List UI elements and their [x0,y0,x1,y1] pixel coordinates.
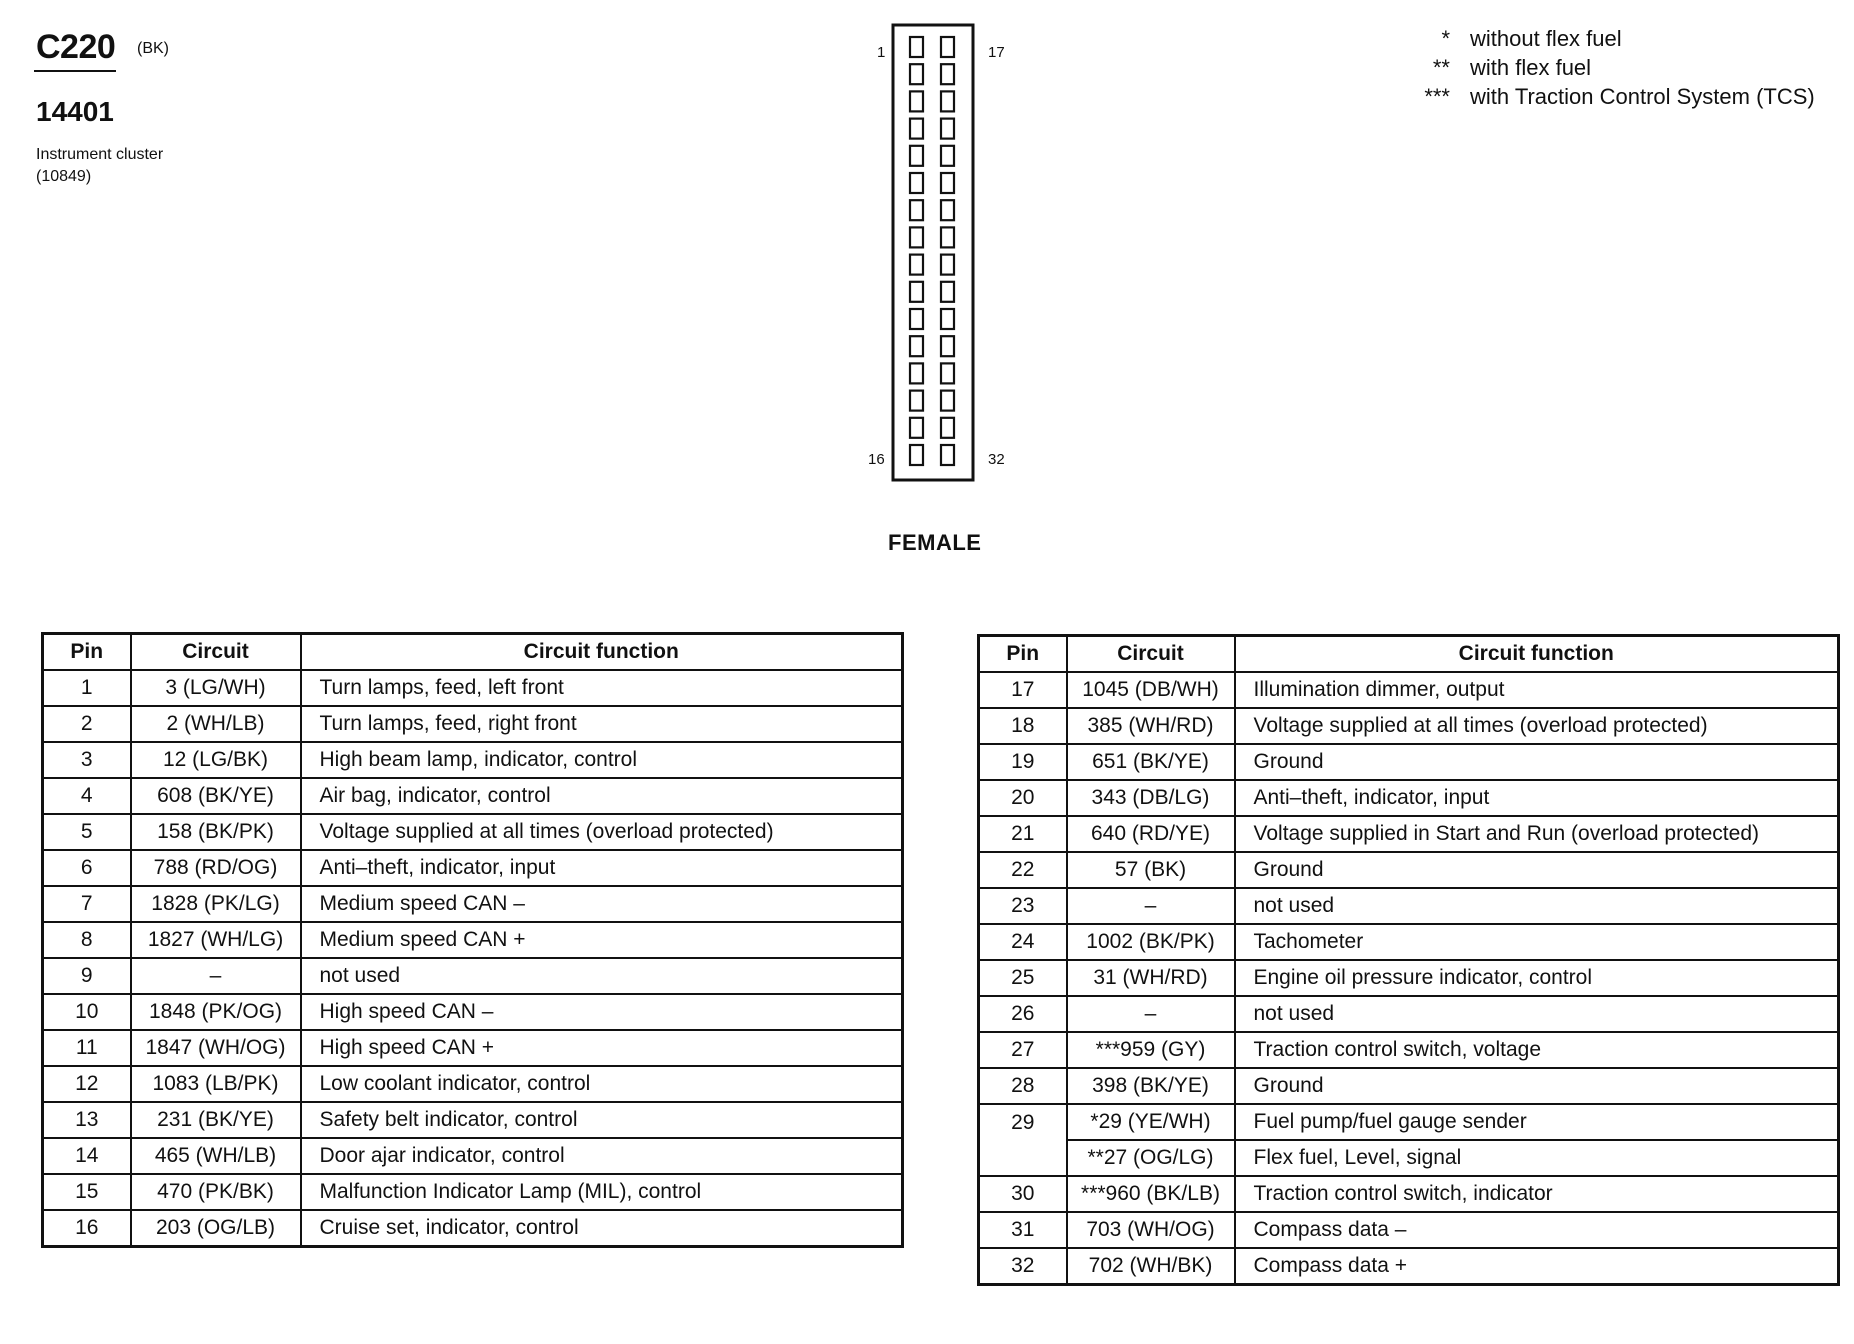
table-row [43,778,903,814]
table-row [43,958,903,994]
cell-pin: 1 [43,670,131,706]
cell-function: Voltage supplied at all times (overload protected) [1235,708,1839,744]
connector-cavity [941,336,954,356]
header-circuit: Circuit [131,634,301,671]
cell-pin: 22 [979,852,1067,888]
cell-pin: 4 [43,778,131,814]
connector-cavity [910,282,923,302]
cell-function: Traction control switch, indicator [1235,1176,1839,1212]
cell-pin: 15 [43,1174,131,1210]
cell-circuit: **27 (OG/LG) [1067,1140,1235,1176]
header-pin: Pin [43,634,131,671]
table-row [43,1066,903,1102]
table-row [979,1248,1839,1285]
cell-circuit: ***959 (GY) [1067,1032,1235,1068]
cell-circuit: *29 (YE/WH) [1067,1104,1235,1140]
connector-code: C220 [36,28,116,66]
cell-pin: 19 [979,744,1067,780]
cell-function: High beam lamp, indicator, control [301,742,903,778]
cell-circuit: 1827 (WH/LG) [131,922,301,958]
table-row [979,1104,1839,1140]
legend-mark: ** [1432,55,1450,80]
part-number: 14401 [36,96,114,127]
table-row [43,886,903,922]
table-row [979,1032,1839,1068]
cell-function: Voltage supplied in Start and Run (overload protected) [1235,816,1839,852]
connector-cavity [910,119,923,139]
connector-housing [893,25,973,480]
table-row [979,708,1839,744]
cell-pin: 12 [43,1066,131,1102]
connector-code-underline [34,70,116,72]
cell-function: Engine oil pressure indicator, control [1235,960,1839,996]
connector-gender-label: FEMALE [888,530,982,555]
table-row [979,672,1839,708]
connector-cavity [910,227,923,247]
cell-function: High speed CAN – [301,994,903,1030]
cell-circuit: 608 (BK/YE) [131,778,301,814]
cell-pin: 24 [979,924,1067,960]
connector-cavity [910,418,923,438]
cell-circuit: 465 (WH/LB) [131,1138,301,1174]
cell-function: Illumination dimmer, output [1235,672,1839,708]
cell-circuit: 343 (DB/LG) [1067,780,1235,816]
table-row [43,1174,903,1210]
cell-pin: 3 [43,742,131,778]
cell-circuit: 3 (LG/WH) [131,670,301,706]
cell-pin: 10 [43,994,131,1030]
legend-row [1410,84,1815,113]
cell-circuit: 1828 (PK/LG) [131,886,301,922]
cell-circuit: 385 (WH/RD) [1067,708,1235,744]
cell-circuit: 231 (BK/YE) [131,1102,301,1138]
cell-pin: 27 [979,1032,1067,1068]
connector-cavity [941,418,954,438]
connector-cavity [941,146,954,166]
cell-function: Fuel pump/fuel gauge sender [1235,1104,1839,1140]
connector-cavity [910,91,923,111]
legend-text: without flex fuel [1470,26,1622,51]
table-row [43,850,903,886]
cell-pin: 2 [43,706,131,742]
cell-function: Turn lamps, feed, right front [301,706,903,742]
cell-function: Traction control switch, voltage [1235,1032,1839,1068]
header-circuit: Circuit [1067,636,1235,673]
connector-cavity [910,363,923,383]
cell-function: Turn lamps, feed, left front [301,670,903,706]
connector-cavity [910,37,923,57]
cell-circuit: 398 (BK/YE) [1067,1068,1235,1104]
cell-function: Ground [1235,1068,1839,1104]
cell-circuit: ***960 (BK/LB) [1067,1176,1235,1212]
connector-cavity [941,227,954,247]
connector-cavity [910,336,923,356]
table-row [43,1138,903,1174]
connector-cavity [910,173,923,193]
table-row [43,742,903,778]
cell-circuit: 651 (BK/YE) [1067,744,1235,780]
cell-pin: 30 [979,1176,1067,1212]
legend-text: with flex fuel [1470,55,1592,80]
table-row [979,816,1839,852]
component-name: Instrument cluster [36,146,164,163]
cell-function: not used [1235,996,1839,1032]
cell-pin: 9 [43,958,131,994]
cell-circuit: – [1067,996,1235,1032]
cell-function: Flex fuel, Level, signal [1235,1140,1839,1176]
table-row [43,1210,903,1247]
pin-label-top-right: 17 [988,44,1005,61]
header-pin: Pin [979,636,1067,673]
connector-cavity [941,282,954,302]
table-row [43,814,903,850]
cell-circuit: 1848 (PK/OG) [131,994,301,1030]
table-row [979,1140,1839,1176]
pin-label-bottom-left: 16 [868,451,885,468]
connector-cavity [910,146,923,166]
cell-pin: 16 [43,1210,131,1247]
cell-pin: 25 [979,960,1067,996]
cell-circuit: 31 (WH/RD) [1067,960,1235,996]
connector-cavity [941,37,954,57]
cell-pin: 13 [43,1102,131,1138]
connector-cavity [910,64,923,84]
cell-pin: 11 [43,1030,131,1066]
legend-mark: * [1441,26,1450,51]
cell-pin: 31 [979,1212,1067,1248]
cell-circuit: 158 (BK/PK) [131,814,301,850]
cell-function: Medium speed CAN – [301,886,903,922]
cell-pin: 29 [979,1104,1067,1140]
connector-cavity [910,391,923,411]
cell-function: Anti–theft, indicator, input [301,850,903,886]
cell-function: High speed CAN + [301,1030,903,1066]
cell-function: Safety belt indicator, control [301,1102,903,1138]
cell-circuit: 1083 (LB/PK) [131,1066,301,1102]
table-row [979,780,1839,816]
connector-cavity [941,309,954,329]
connector-cavity [941,391,954,411]
table-row [979,744,1839,780]
cell-pin: 32 [979,1248,1067,1285]
legend-row [1410,55,1815,84]
table-row [979,888,1839,924]
legend-row [1410,26,1815,55]
connector-cavity [941,119,954,139]
cell-pin: 14 [43,1138,131,1174]
cell-function: Medium speed CAN + [301,922,903,958]
pin-label-bottom-right: 32 [988,451,1005,468]
cell-pin: 23 [979,888,1067,924]
cell-pin: 8 [43,922,131,958]
cell-circuit: 1002 (BK/PK) [1067,924,1235,960]
cell-circuit: 702 (WH/BK) [1067,1248,1235,1285]
cell-function: Door ajar indicator, control [301,1138,903,1174]
cell-pin: 7 [43,886,131,922]
table-row [43,922,903,958]
cell-circuit: – [131,958,301,994]
connector-cavity [941,445,954,465]
table-row [979,960,1839,996]
cell-function: Compass data + [1235,1248,1839,1285]
cell-pin: 21 [979,816,1067,852]
table-row [43,994,903,1030]
connector-cavities [910,37,954,465]
pin-label-top-left: 1 [877,44,886,61]
cell-circuit: 57 (BK) [1067,852,1235,888]
cell-pin: 26 [979,996,1067,1032]
cell-function: not used [301,958,903,994]
cell-function: Anti–theft, indicator, input [1235,780,1839,816]
connector-color: (BK) [137,40,169,57]
cell-circuit: 1847 (WH/OG) [131,1030,301,1066]
cell-function: Low coolant indicator, control [301,1066,903,1102]
table-row [43,1030,903,1066]
cell-pin: 20 [979,780,1067,816]
connector-cavity [941,255,954,275]
cell-circuit: – [1067,888,1235,924]
cell-function: Cruise set, indicator, control [301,1210,903,1247]
connector-cavity [910,200,923,220]
cell-pin: 17 [979,672,1067,708]
cell-function: not used [1235,888,1839,924]
table-row [43,670,903,706]
cell-function: Tachometer [1235,924,1839,960]
connector-cavity [941,64,954,84]
connector-cavity [941,363,954,383]
table-row [979,852,1839,888]
connector-cavity [910,309,923,329]
cell-circuit: 12 (LG/BK) [131,742,301,778]
cell-circuit: 703 (WH/OG) [1067,1212,1235,1248]
table-row [979,924,1839,960]
cell-function: Ground [1235,852,1839,888]
cell-pin: 18 [979,708,1067,744]
cell-function: Malfunction Indicator Lamp (MIL), control [301,1174,903,1210]
table-row [43,706,903,742]
cell-pin: 6 [43,850,131,886]
table-row [979,1212,1839,1248]
footnote-legend [1410,26,1815,113]
table-row [979,1176,1839,1212]
table-header-row [43,634,903,671]
pin-table-right [977,634,1840,1286]
cell-circuit: 203 (OG/LB) [131,1210,301,1247]
table-row [979,1068,1839,1104]
table-row [43,1102,903,1138]
cell-pin: 5 [43,814,131,850]
header-function: Circuit function [1235,636,1839,673]
table-header-row [979,636,1839,673]
cell-pin [979,1140,1067,1176]
connector-cavity [941,91,954,111]
connector-cavity [941,173,954,193]
legend-text: with Traction Control System (TCS) [1470,84,1815,109]
cell-function: Ground [1235,744,1839,780]
connector-cavity [941,200,954,220]
cell-function: Voltage supplied at all times (overload protected) [301,814,903,850]
cell-circuit: 2 (WH/LB) [131,706,301,742]
component-id: (10849) [36,168,92,185]
cell-pin: 28 [979,1068,1067,1104]
legend-mark: *** [1424,84,1450,109]
cell-function: Air bag, indicator, control [301,778,903,814]
cell-function: Compass data – [1235,1212,1839,1248]
cell-circuit: 1045 (DB/WH) [1067,672,1235,708]
connector-cavity [910,255,923,275]
cell-circuit: 640 (RD/YE) [1067,816,1235,852]
pin-table-left [41,632,904,1248]
table-row [979,996,1839,1032]
header-function: Circuit function [301,634,903,671]
connector-face-diagram [880,20,990,490]
cell-circuit: 470 (PK/BK) [131,1174,301,1210]
cell-circuit: 788 (RD/OG) [131,850,301,886]
connector-cavity [910,445,923,465]
